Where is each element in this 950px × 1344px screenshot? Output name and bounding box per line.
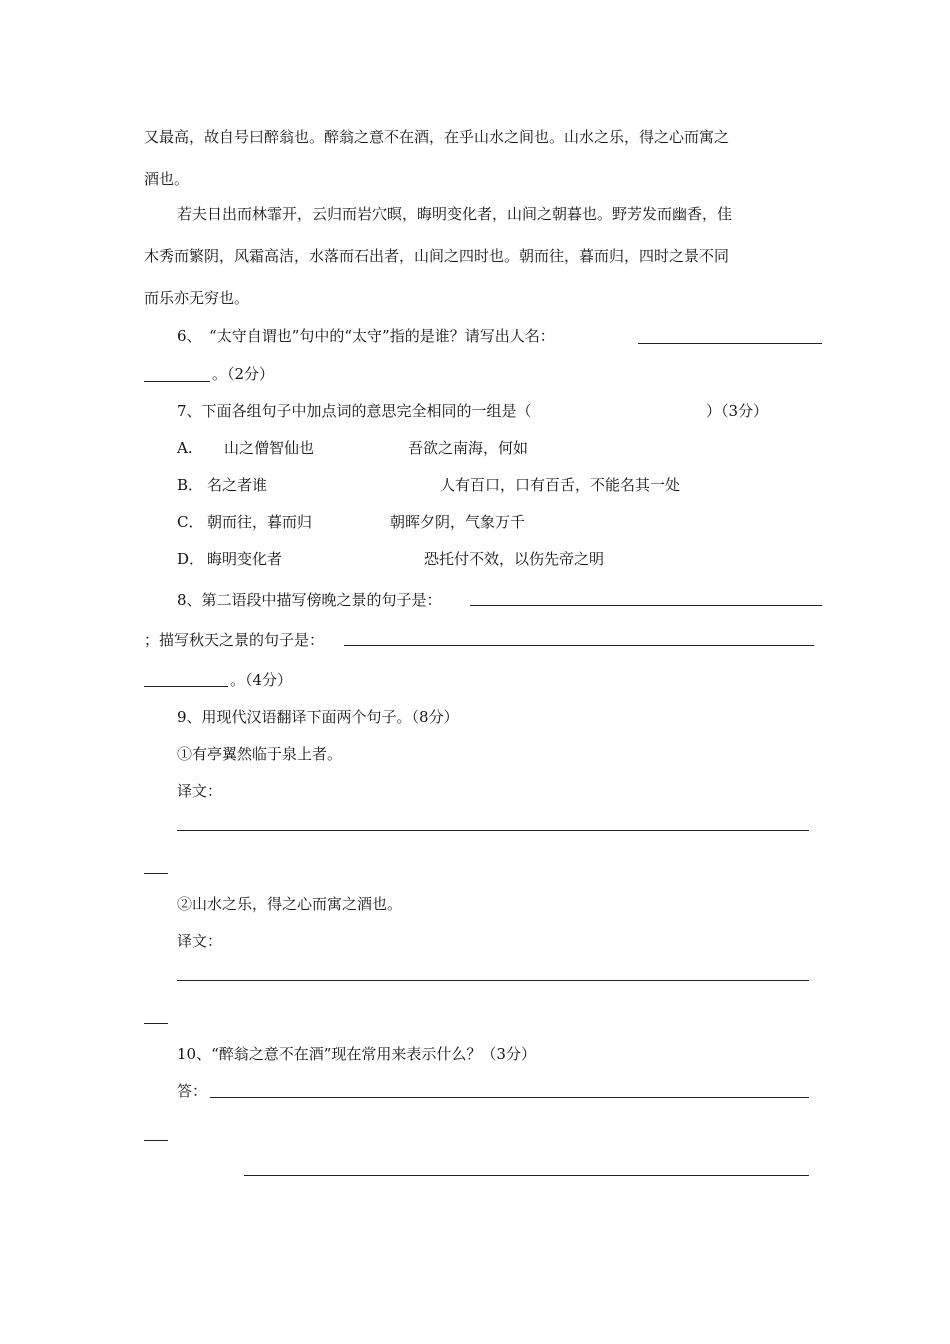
- passage-line: 又最高，故自号曰醉翁也。醉翁之意不在酒，在乎山水之间也。山水之乐，得之心而寓之: [144, 128, 730, 146]
- q6-score: 。（2分）: [212, 365, 275, 383]
- q7-option-c-right: 朝晖夕阴，气象万千: [390, 513, 526, 531]
- passage-line: 酒也。: [144, 170, 190, 188]
- question-9: 9、用现代汉语翻译下面两个句子。（8分）: [177, 708, 459, 726]
- q7-option-a-label: A.: [177, 439, 208, 457]
- q8-answer-blank-2[interactable]: [344, 645, 814, 646]
- q10-answer-blank-1-cont[interactable]: [144, 1140, 168, 1141]
- q8-second-prompt: ；描写秋天之景的句子是：: [144, 631, 325, 649]
- q7-option-b-label: B．: [177, 476, 204, 494]
- q10-answer-blank-1[interactable]: [210, 1097, 809, 1098]
- passage-line: 木秀而繁阴，风霜高洁，水落而石出者，山间之四时也。朝而往，暮而归，四时之景不同: [144, 247, 730, 265]
- q9-translation-label-2: 译文：: [177, 932, 223, 950]
- q9-translation-blank-2[interactable]: [177, 980, 809, 981]
- q10-answer-label: 答：: [177, 1082, 208, 1100]
- q8-answer-blank-1[interactable]: [470, 605, 822, 606]
- q9-translation-blank-2-cont[interactable]: [144, 1023, 168, 1024]
- q7-option-d-label: D．: [177, 550, 205, 568]
- q9-sentence-1: ①有亭翼然临于泉上者。: [177, 745, 343, 763]
- q7-option-b-left: 名之者谁: [207, 476, 268, 494]
- q8-answer-blank-3[interactable]: [144, 686, 228, 687]
- q9-translation-label-1: 译文：: [177, 782, 223, 800]
- q7-option-c-label: C．: [177, 513, 204, 531]
- q9-translation-blank-1[interactable]: [177, 830, 809, 831]
- passage-line: 而乐亦无穷也。: [144, 289, 250, 307]
- q9-translation-blank-1-cont[interactable]: [144, 873, 168, 874]
- q7-option-c-left: 朝而往，暮而归: [207, 513, 313, 531]
- passage-line: 若夫日出而林霏开，云归而岩穴暝，晦明变化者，山间之朝暮也。野芳发而幽香，佳: [177, 205, 733, 223]
- question-8: 8、第二语段中描写傍晚之景的句子是：: [177, 591, 442, 609]
- q8-score: 。（4分）: [230, 671, 293, 689]
- q7-option-d-right: 恐托付不效，以伤先帝之明: [424, 550, 605, 568]
- q7-option-a-right: 吾欲之南海，何如: [408, 439, 529, 457]
- question-6: 6、 “太守自谓也”句中的“太守”指的是谁？请写出人名：: [177, 327, 555, 345]
- q10-answer-blank-2[interactable]: [244, 1175, 809, 1176]
- q9-sentence-2: ②山水之乐，得之心而寓之酒也。: [177, 895, 403, 913]
- q6-answer-blank-cont[interactable]: [144, 381, 210, 382]
- question-7: 7、下面各组句子中加点词的意思完全相同的一组是（: [177, 402, 532, 420]
- q7-option-a-left: 山之僧智仙也: [224, 439, 315, 457]
- q6-answer-blank[interactable]: [638, 343, 822, 344]
- q7-option-b-right: 人有百口，口有百舌，不能名其一处: [440, 476, 681, 494]
- q7-option-d-left: 晦明变化者: [207, 550, 283, 568]
- question-10: 10、“醉翁之意不在酒”现在常用来表示什么？（3分）: [177, 1045, 536, 1063]
- q7-score: ）（3分）: [706, 402, 769, 420]
